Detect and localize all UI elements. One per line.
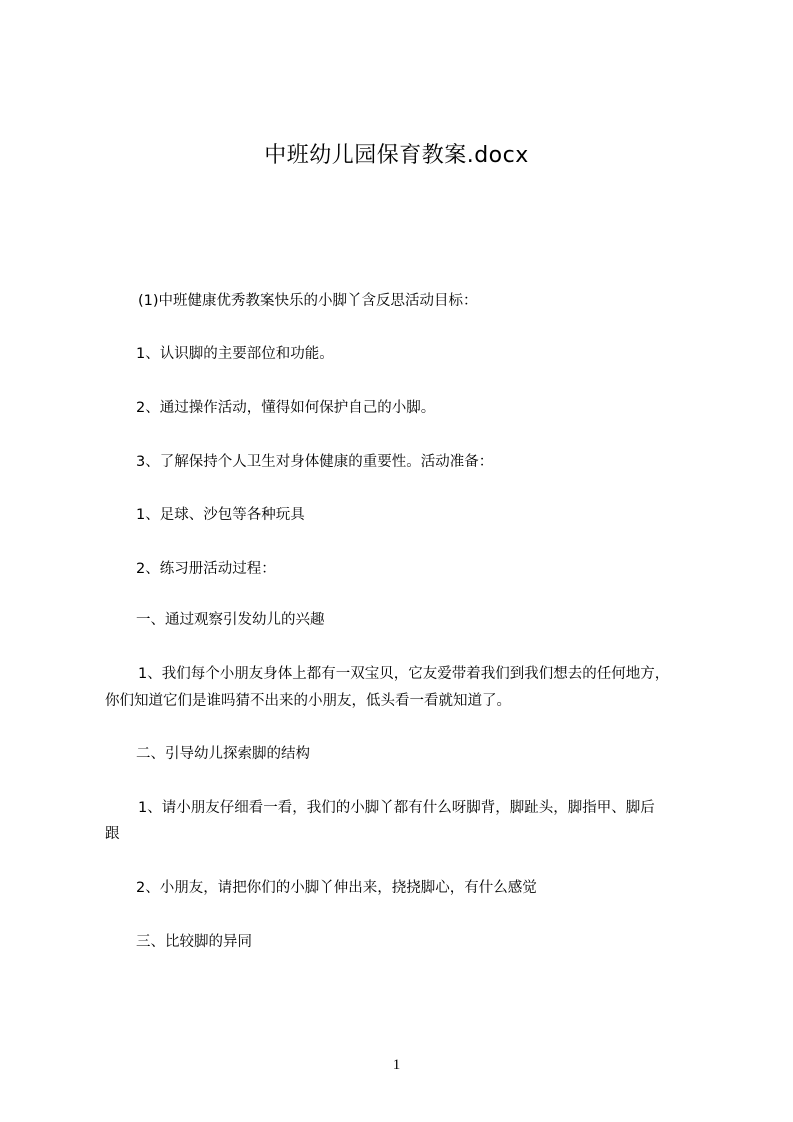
section-heading-1: 一、通过观察引发幼儿的兴趣: [136, 612, 325, 628]
paragraph-step-1-line-2: 你们知道它们是谁吗猜不出来的小朋友，低头看一看就知道了。: [105, 693, 511, 709]
paragraph-prep-1: 1、足球、沙包等各种玩具: [136, 507, 305, 523]
paragraph-goal-3: 3、了解保持个人卫生对身体健康的重要性。活动准备：: [136, 454, 494, 470]
paragraph-step-2b: 2、小朋友，请把你们的小脚丫伸出来，挠挠脚心，有什么感觉: [136, 880, 537, 896]
paragraph-prep-2: 2、练习册活动过程：: [136, 561, 276, 577]
paragraph-step-1-line-1: 1、我们每个小朋友身体上都有一双宝贝，它友爱带着我们到我们想去的任何地方，: [138, 666, 670, 682]
section-heading-2: 二、引导幼儿探索脚的结构: [136, 746, 310, 762]
paragraph-step-2-line-2: 跟: [105, 826, 120, 842]
paragraph-goal-2: 2、通过操作活动，懂得如何保护自己的小脚。: [136, 400, 436, 416]
paragraph-goal-1: 1、认识脚的主要部位和功能。: [136, 346, 334, 362]
document-title: 中班幼儿园保育教案.docx: [264, 143, 529, 168]
page-number: 1: [392, 1057, 401, 1073]
section-heading-3: 三、比较脚的异同: [136, 934, 252, 950]
paragraph-step-2-line-1: 1、请小朋友仔细看一看，我们的小脚丫都有什么呀脚背，脚趾头，脚指甲、脚后: [138, 800, 655, 816]
paragraph-activity-heading: (1)中班健康优秀教案快乐的小脚丫含反思活动目标：: [138, 293, 478, 309]
